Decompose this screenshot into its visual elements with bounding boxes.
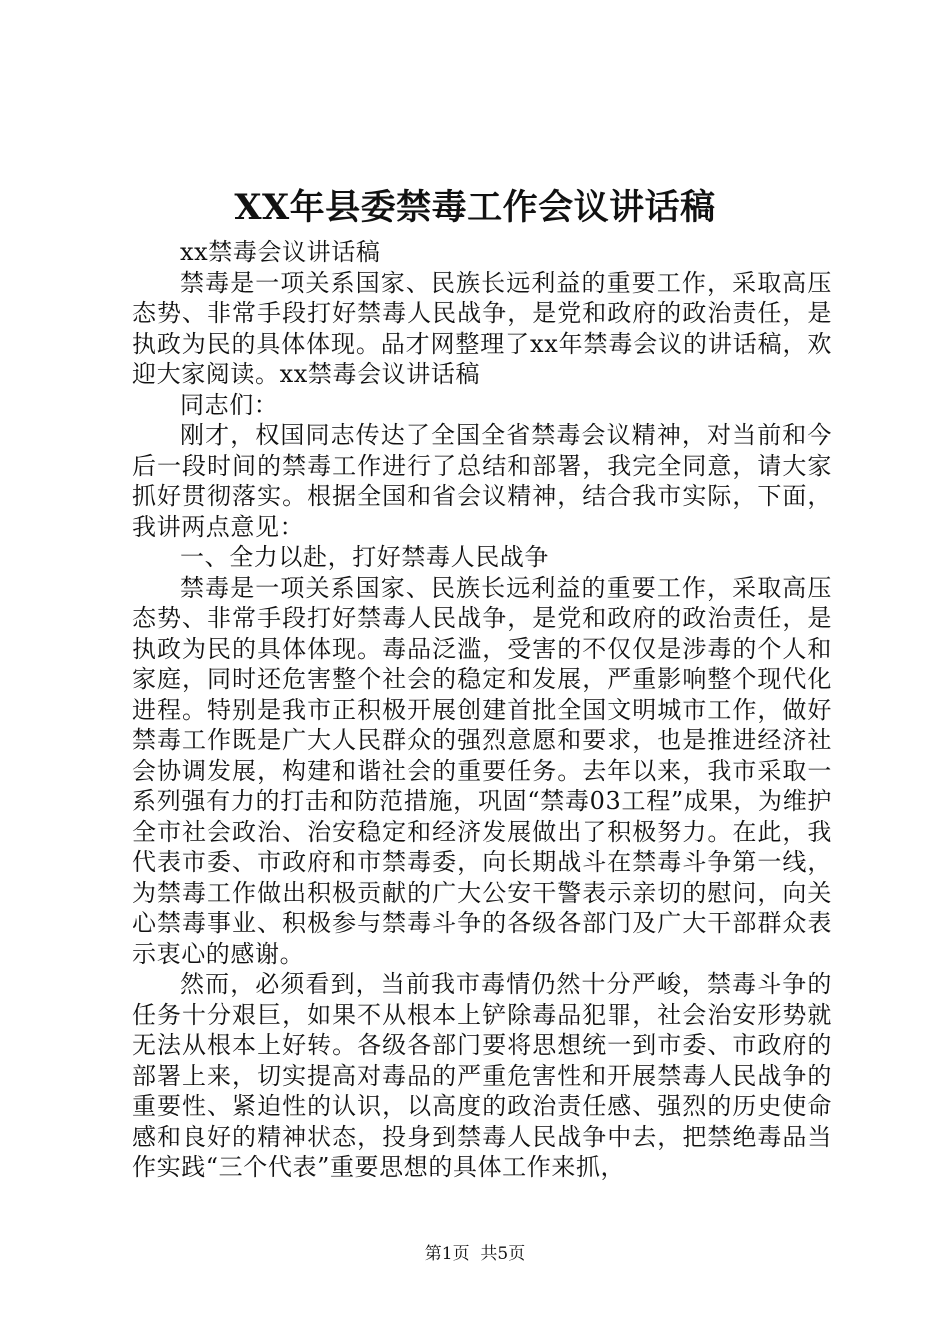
paragraph-section-1: 禁毒是一项关系国家、民族长远利益的重要工作，采取高压态势、非常手段打好禁毒人民战争，是党和政府的政治责任，是执政为民的具体体现。毒品泛滥，受害的不仅仅是涉毒的个人和家庭，同时还危害整个社会的稳定和发展，严重影响整个现代化进程。特别是我市正积极开展创建首批全国文明城市工作，做好禁毒工作既是广大人民群众的强烈意愿和要求，也是推进经济社会协调发展，构建和谐社会的重要任务。去年以来，我市采取一系列强有力的打击和防范措施，巩固“禁毒03工程”成果，为维护全市社会政治、治安稳定和经济发展做出了积极努力。在此，我代表市委、市政府和市禁毒委，向长期战斗在禁毒斗争第一线，为禁毒工作做出积极贡献的广大公安干警表示亲切的慰问，向关心禁毒事业、积极参与禁毒斗争的各级各部门及广大干部群众表示衷心的感谢。 [132,573,832,968]
document-body [132,237,832,1183]
paragraph-salutation: 同志们： [180,390,279,419]
paragraph-however: 然而，必须看到，当前我市毒情仍然十分严峻，禁毒斗争的任务十分艰巨，如果不从根本上铲除毒品犯罪，社会治安形势就无法从根本上好转。各级各部门要将思想统一到市委、市政府的部署上来，切实提高对毒品的严重危害性和开展禁毒人民战争的重要性、紧迫性的认识，以高度的政治责任感、强烈的历史使命感和良好的精神状态，投身到禁毒人民战争中去，把禁绝毒品当作实践“三个代表”重要思想的具体工作来抓， [132,970,832,1181]
section-heading-1: 一、全力以赴，打好禁毒人民战争 [180,543,549,571]
page-number: 第1页 [424,1244,470,1264]
paragraph-opening: 刚才，权国同志传达了全国全省禁毒会议精神，对当前和今后一段时间的禁毒工作进行了总结和部署，我完全同意，请大家抓好贯彻落实。根据全国和省会议精神，结合我市实际，下面，我讲两点意见： [132,421,832,541]
paragraph-intro: 禁毒是一项关系国家、民族长远利益的重要工作，采取高压态势、非常手段打好禁毒人民战争，是党和政府的政治责任，是执政为民的具体体现。品才网整理了xx年禁毒会议的讲话稿，欢迎大家阅读。xx禁毒会议讲话稿 [132,268,832,388]
page-total: 共5页 [480,1244,526,1264]
page-footer [0,1243,950,1265]
document-title: XX年县委禁毒工作会议讲话稿 [234,187,716,228]
paragraph-subtitle: xx禁毒会议讲话稿 [180,238,381,266]
